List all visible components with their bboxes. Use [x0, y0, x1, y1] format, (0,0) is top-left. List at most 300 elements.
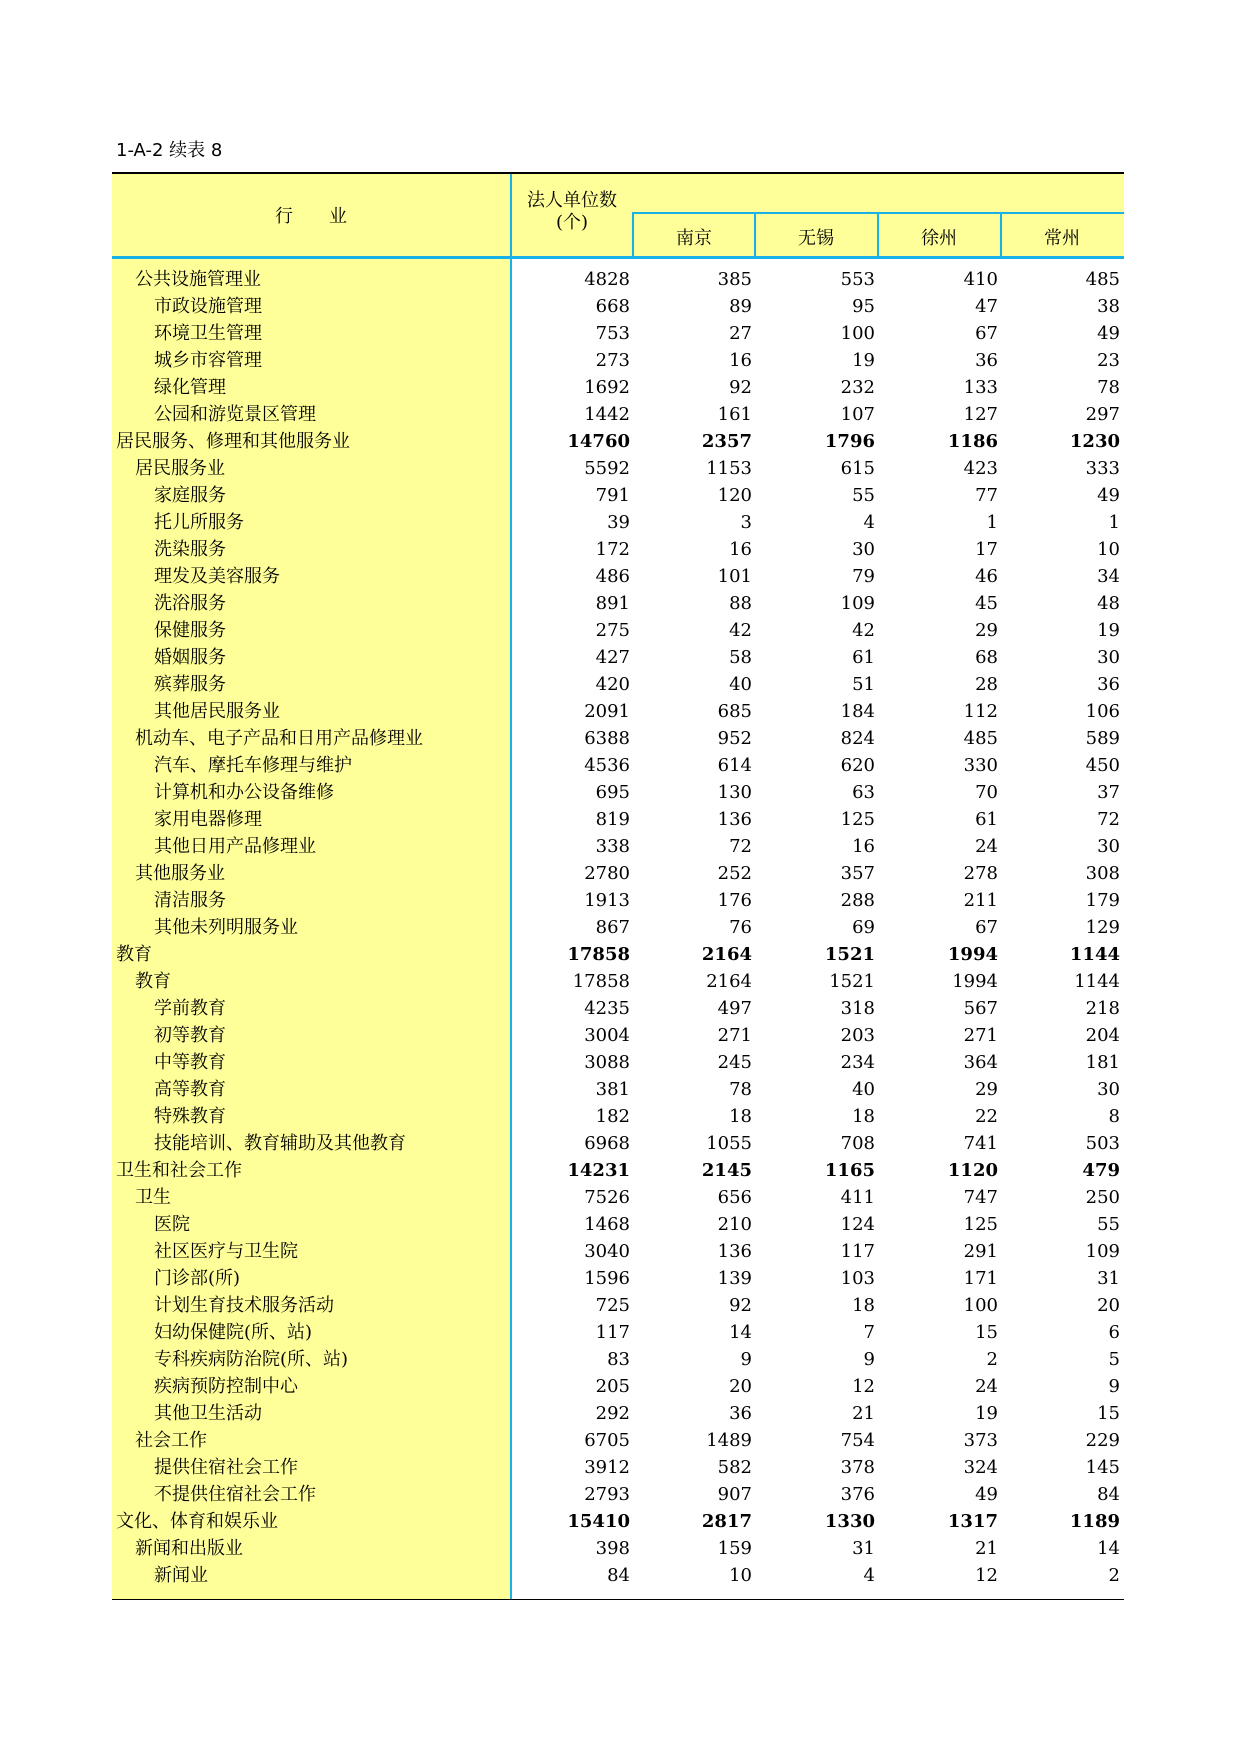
city-count-cell: 1521	[824, 944, 875, 965]
city-count-cell: 308	[1085, 863, 1120, 884]
industry-name: 公共设施管理业	[135, 269, 261, 290]
city-count-cell: 203	[840, 1025, 875, 1046]
city-count-cell: 20	[1097, 1295, 1120, 1316]
total-count-cell: 205	[595, 1376, 630, 1397]
table-row	[112, 455, 1124, 482]
bottom-rule	[112, 1599, 1124, 1600]
city-count-cell: 124	[840, 1214, 875, 1235]
table-body	[112, 266, 1124, 1589]
industry-name: 居民服务业	[135, 458, 225, 479]
city-count-cell: 754	[840, 1430, 875, 1451]
industry-name: 其他卫生活动	[154, 1403, 262, 1424]
city-count-cell: 171	[963, 1268, 998, 1289]
table-row	[112, 536, 1124, 563]
city-count-cell: 42	[729, 620, 752, 641]
industry-name: 洗浴服务	[154, 593, 226, 614]
industry-name: 其他服务业	[135, 863, 225, 884]
industry-name: 环境卫生管理	[154, 323, 262, 344]
industry-name: 新闻和出版业	[135, 1538, 243, 1559]
city-count-cell: 229	[1085, 1430, 1120, 1451]
total-count-cell: 486	[595, 566, 630, 587]
city-count-cell: 1994	[947, 944, 998, 965]
total-count-cell: 427	[595, 647, 630, 668]
total-count-cell: 273	[595, 350, 630, 371]
total-count-cell: 84	[607, 1565, 630, 1586]
total-count-cell: 39	[607, 512, 630, 533]
city-count-cell: 907	[717, 1484, 752, 1505]
table-row	[112, 1400, 1124, 1427]
city-count-cell: 107	[840, 404, 875, 425]
city-count-cell: 741	[963, 1133, 998, 1154]
industry-name: 门诊部(所)	[154, 1268, 241, 1289]
industry-name: 殡葬服务	[154, 674, 226, 695]
city-count-cell: 6	[1108, 1322, 1120, 1343]
table-row	[112, 293, 1124, 320]
table-row	[112, 482, 1124, 509]
city-count-cell: 333	[1085, 458, 1120, 479]
city-count-cell: 22	[975, 1106, 998, 1127]
city-count-cell: 10	[1097, 539, 1120, 560]
city-count-cell: 19	[975, 1403, 998, 1424]
total-count-cell: 791	[595, 485, 630, 506]
city-count-cell: 2	[1108, 1565, 1120, 1586]
city-count-cell: 100	[963, 1295, 998, 1316]
city-count-cell: 27	[729, 323, 752, 344]
city-count-cell: 423	[963, 458, 998, 479]
table-row	[112, 1130, 1124, 1157]
city-count-cell: 4	[863, 512, 875, 533]
table-row	[112, 860, 1124, 887]
total-count-cell: 14760	[567, 431, 630, 452]
city-count-cell: 410	[963, 269, 998, 290]
table-row	[112, 1427, 1124, 1454]
city-count-cell: 1330	[824, 1511, 875, 1532]
city-count-cell: 47	[975, 296, 998, 317]
total-count-cell: 17858	[567, 944, 630, 965]
city-count-cell: 100	[840, 323, 875, 344]
city-count-cell: 16	[729, 350, 752, 371]
total-count-cell: 1596	[584, 1268, 630, 1289]
city-count-cell: 1055	[706, 1133, 752, 1154]
city-count-cell: 136	[717, 809, 752, 830]
industry-name: 市政设施管理	[154, 296, 262, 317]
city-count-cell: 1489	[706, 1430, 752, 1451]
industry-name: 文化、体育和娱乐业	[116, 1511, 278, 1532]
total-count-cell: 1468	[584, 1214, 630, 1235]
city-count-cell: 14	[729, 1322, 752, 1343]
city-count-cell: 95	[852, 296, 875, 317]
city-count-cell: 952	[717, 728, 752, 749]
city-count-cell: 40	[729, 674, 752, 695]
city-count-cell: 656	[717, 1187, 752, 1208]
table-row	[112, 995, 1124, 1022]
city-count-cell: 63	[852, 782, 875, 803]
city-count-cell: 21	[852, 1403, 875, 1424]
industry-name: 保健服务	[154, 620, 226, 641]
industry-name: 汽车、摩托车修理与维护	[154, 755, 352, 776]
city-count-cell: 68	[975, 647, 998, 668]
total-count-cell: 5592	[584, 458, 630, 479]
city-count-cell: 1994	[952, 971, 998, 992]
city-count-cell: 9	[863, 1349, 875, 1370]
city-count-cell: 139	[717, 1268, 752, 1289]
total-count-cell: 668	[595, 296, 630, 317]
city-count-cell: 24	[975, 836, 998, 857]
city-count-cell: 61	[852, 647, 875, 668]
city-count-cell: 385	[717, 269, 752, 290]
city-count-cell: 271	[717, 1025, 752, 1046]
city-count-cell: 450	[1085, 755, 1120, 776]
city-count-cell: 232	[840, 377, 875, 398]
city-count-cell: 252	[717, 863, 752, 884]
industry-name: 教育	[135, 971, 171, 992]
total-count-cell: 725	[595, 1295, 630, 1316]
total-count-cell: 7526	[584, 1187, 630, 1208]
table-row	[112, 1346, 1124, 1373]
city-header: 南京	[676, 228, 712, 249]
city-count-cell: 49	[1097, 323, 1120, 344]
city-count-cell: 19	[1097, 620, 1120, 641]
total-count-cell: 3004	[584, 1025, 630, 1046]
city-count-cell: 685	[717, 701, 752, 722]
industry-name: 清洁服务	[154, 890, 226, 911]
city-count-cell: 21	[975, 1538, 998, 1559]
city-count-cell: 378	[840, 1457, 875, 1478]
table-row	[112, 752, 1124, 779]
industry-header: 行 业	[275, 206, 347, 227]
city-count-cell: 109	[840, 593, 875, 614]
table-row	[112, 266, 1124, 293]
city-count-cell: 30	[1097, 647, 1120, 668]
total-count-cell: 3912	[584, 1457, 630, 1478]
city-count-cell: 503	[1085, 1133, 1120, 1154]
total-count-cell: 6388	[584, 728, 630, 749]
city-count-cell: 30	[1097, 1079, 1120, 1100]
city-count-cell: 18	[852, 1295, 875, 1316]
city-count-cell: 109	[1085, 1241, 1120, 1262]
city-count-cell: 10	[729, 1565, 752, 1586]
city-count-cell: 376	[840, 1484, 875, 1505]
industry-name: 理发及美容服务	[154, 566, 280, 587]
table-row	[112, 1211, 1124, 1238]
city-count-cell: 620	[840, 755, 875, 776]
table-row	[112, 1076, 1124, 1103]
city-count-cell: 324	[963, 1457, 998, 1478]
city-count-cell: 125	[963, 1214, 998, 1235]
industry-name: 洗染服务	[154, 539, 226, 560]
city-count-cell: 297	[1085, 404, 1120, 425]
city-count-cell: 1	[1108, 512, 1120, 533]
city-count-cell: 125	[840, 809, 875, 830]
city-count-cell: 1	[986, 512, 998, 533]
industry-name: 计划生育技术服务活动	[154, 1295, 334, 1316]
total-count-cell: 3040	[584, 1241, 630, 1262]
table-row	[112, 1508, 1124, 1535]
total-count-cell: 4235	[584, 998, 630, 1019]
city-count-cell: 218	[1085, 998, 1120, 1019]
city-count-cell: 78	[729, 1079, 752, 1100]
city-count-cell: 28	[975, 674, 998, 695]
table-row	[112, 968, 1124, 995]
city-count-cell: 159	[717, 1538, 752, 1559]
industry-name: 婚姻服务	[154, 647, 226, 668]
total-count-cell: 398	[595, 1538, 630, 1559]
industry-name: 家庭服务	[154, 485, 226, 506]
total-count-cell: 819	[595, 809, 630, 830]
city-count-cell: 4	[863, 1565, 875, 1586]
total-count-cell: 753	[595, 323, 630, 344]
city-count-cell: 67	[975, 323, 998, 344]
table-row	[112, 1049, 1124, 1076]
city-count-cell: 1144	[1074, 971, 1120, 992]
count-header-unit: (个)	[555, 212, 589, 233]
industry-name: 教育	[116, 944, 152, 965]
industry-name: 初等教育	[154, 1025, 226, 1046]
city-count-cell: 364	[963, 1052, 998, 1073]
city-count-cell: 373	[963, 1430, 998, 1451]
table-row	[112, 590, 1124, 617]
table-row	[112, 320, 1124, 347]
city-count-cell: 479	[1082, 1160, 1120, 1181]
industry-name: 城乡市容管理	[154, 350, 262, 371]
industry-name: 专科疾病防治院(所、站)	[154, 1349, 349, 1370]
city-count-cell: 51	[852, 674, 875, 695]
industry-name: 疾病预防控制中心	[154, 1376, 298, 1397]
city-count-cell: 181	[1085, 1052, 1120, 1073]
industry-name: 托儿所服务	[154, 512, 244, 533]
city-count-cell: 69	[852, 917, 875, 938]
table-row	[112, 1562, 1124, 1589]
city-count-cell: 49	[1097, 485, 1120, 506]
city-count-cell: 589	[1085, 728, 1120, 749]
city-count-cell: 92	[729, 1295, 752, 1316]
city-count-cell: 1165	[824, 1160, 875, 1181]
table-row	[112, 833, 1124, 860]
city-count-cell: 2145	[701, 1160, 752, 1181]
city-count-cell: 133	[963, 377, 998, 398]
city-count-cell: 48	[1097, 593, 1120, 614]
city-count-cell: 553	[840, 269, 875, 290]
statistics-table	[112, 172, 1124, 1601]
city-count-cell: 40	[852, 1079, 875, 1100]
city-count-cell: 318	[840, 998, 875, 1019]
top-rule	[112, 172, 1124, 174]
city-count-cell: 1230	[1069, 431, 1120, 452]
city-count-cell: 12	[852, 1376, 875, 1397]
city-count-cell: 36	[1097, 674, 1120, 695]
table-row	[112, 428, 1124, 455]
city-count-cell: 30	[1097, 836, 1120, 857]
table-row	[112, 1103, 1124, 1130]
city-count-cell: 9	[1108, 1376, 1120, 1397]
table-row	[112, 887, 1124, 914]
city-count-cell: 130	[717, 782, 752, 803]
city-count-cell: 77	[975, 485, 998, 506]
total-count-cell: 17858	[572, 971, 630, 992]
city-count-cell: 1186	[947, 431, 998, 452]
city-count-cell: 1120	[947, 1160, 998, 1181]
city-count-cell: 5	[1108, 1349, 1120, 1370]
city-count-cell: 49	[975, 1484, 998, 1505]
city-count-cell: 112	[963, 701, 998, 722]
table-row	[112, 725, 1124, 752]
industry-name: 其他居民服务业	[154, 701, 280, 722]
city-count-cell: 18	[852, 1106, 875, 1127]
table-row	[112, 617, 1124, 644]
total-count-cell: 2091	[584, 701, 630, 722]
city-count-cell: 67	[975, 917, 998, 938]
industry-name: 技能培训、教育辅助及其他教育	[154, 1133, 406, 1154]
city-count-cell: 120	[717, 485, 752, 506]
city-count-cell: 106	[1085, 701, 1120, 722]
city-count-cell: 250	[1085, 1187, 1120, 1208]
city-count-cell: 72	[729, 836, 752, 857]
total-count-cell: 15410	[567, 1511, 630, 1532]
industry-name: 医院	[154, 1214, 190, 1235]
industry-name: 中等教育	[154, 1052, 226, 1073]
table-row	[112, 1292, 1124, 1319]
city-count-cell: 70	[975, 782, 998, 803]
city-count-cell: 357	[840, 863, 875, 884]
total-count-cell: 2793	[584, 1484, 630, 1505]
city-count-cell: 76	[729, 917, 752, 938]
city-count-cell: 708	[840, 1133, 875, 1154]
total-count-cell: 381	[595, 1079, 630, 1100]
city-count-cell: 16	[729, 539, 752, 560]
city-count-cell: 271	[963, 1025, 998, 1046]
city-count-cell: 176	[717, 890, 752, 911]
table-row	[112, 1481, 1124, 1508]
city-count-cell: 1153	[706, 458, 752, 479]
total-count-cell: 695	[595, 782, 630, 803]
city-count-cell: 234	[840, 1052, 875, 1073]
city-count-cell: 46	[975, 566, 998, 587]
city-count-cell: 19	[852, 350, 875, 371]
table-row	[112, 1535, 1124, 1562]
table-row	[112, 347, 1124, 374]
total-count-cell: 6705	[584, 1430, 630, 1451]
city-count-cell: 24	[975, 1376, 998, 1397]
industry-name: 特殊教育	[154, 1106, 226, 1127]
total-count-cell: 275	[595, 620, 630, 641]
city-count-cell: 7	[863, 1322, 875, 1343]
city-count-cell: 179	[1085, 890, 1120, 911]
city-count-cell: 9	[740, 1349, 752, 1370]
city-count-cell: 42	[852, 620, 875, 641]
city-count-cell: 411	[840, 1187, 875, 1208]
city-count-cell: 161	[717, 404, 752, 425]
city-header: 徐州	[921, 228, 957, 249]
industry-name: 其他日用产品修理业	[154, 836, 316, 857]
city-count-cell: 30	[852, 539, 875, 560]
city-count-cell: 34	[1097, 566, 1120, 587]
city-count-cell: 36	[975, 350, 998, 371]
city-count-cell: 29	[975, 1079, 998, 1100]
table-row	[112, 779, 1124, 806]
total-count-cell: 83	[607, 1349, 630, 1370]
total-count-cell: 338	[595, 836, 630, 857]
city-count-cell: 1521	[829, 971, 875, 992]
city-header: 常州	[1044, 228, 1080, 249]
total-count-cell: 867	[595, 917, 630, 938]
city-count-cell: 12	[975, 1565, 998, 1586]
city-count-cell: 72	[1097, 809, 1120, 830]
city-count-cell: 38	[1097, 296, 1120, 317]
industry-name: 新闻业	[154, 1565, 208, 1586]
total-count-cell: 14231	[567, 1160, 630, 1181]
city-count-cell: 15	[975, 1322, 998, 1343]
city-count-cell: 29	[975, 620, 998, 641]
city-count-cell: 18	[729, 1106, 752, 1127]
total-count-cell: 1692	[584, 377, 630, 398]
city-count-cell: 211	[963, 890, 998, 911]
industry-name: 机动车、电子产品和日用产品修理业	[135, 728, 423, 749]
city-count-cell: 17	[975, 539, 998, 560]
total-count-cell: 6968	[584, 1133, 630, 1154]
city-count-cell: 36	[729, 1403, 752, 1424]
table-row	[112, 941, 1124, 968]
city-count-cell: 15	[1097, 1403, 1120, 1424]
city-count-cell: 55	[852, 485, 875, 506]
city-count-cell: 20	[729, 1376, 752, 1397]
city-count-cell: 103	[840, 1268, 875, 1289]
total-count-cell: 420	[595, 674, 630, 695]
table-row	[112, 914, 1124, 941]
total-count-cell: 1442	[584, 404, 630, 425]
city-count-cell: 184	[840, 701, 875, 722]
city-count-cell: 61	[975, 809, 998, 830]
city-count-cell: 14	[1097, 1538, 1120, 1559]
header-separator	[112, 256, 1124, 259]
city-count-cell: 1189	[1069, 1511, 1120, 1532]
table-row	[112, 1184, 1124, 1211]
city-count-cell: 485	[1085, 269, 1120, 290]
city-count-cell: 45	[975, 593, 998, 614]
city-header: 无锡	[798, 228, 834, 249]
city-count-cell: 127	[963, 404, 998, 425]
city-count-cell: 824	[840, 728, 875, 749]
city-count-cell: 614	[717, 755, 752, 776]
industry-name: 家用电器修理	[154, 809, 262, 830]
count-header	[512, 190, 632, 234]
city-count-cell: 145	[1085, 1457, 1120, 1478]
table-row	[112, 509, 1124, 536]
city-count-cell: 615	[840, 458, 875, 479]
table-row	[112, 1157, 1124, 1184]
table-row	[112, 644, 1124, 671]
city-count-cell: 117	[840, 1241, 875, 1262]
table-row	[112, 806, 1124, 833]
total-count-cell: 891	[595, 593, 630, 614]
city-count-cell: 89	[729, 296, 752, 317]
table-row	[112, 1022, 1124, 1049]
industry-name: 提供住宿社会工作	[154, 1457, 298, 1478]
city-count-cell: 485	[963, 728, 998, 749]
total-count-cell: 292	[595, 1403, 630, 1424]
city-count-cell: 245	[717, 1052, 752, 1073]
table-row	[112, 698, 1124, 725]
city-count-cell: 2	[986, 1349, 998, 1370]
table-row	[112, 1238, 1124, 1265]
total-count-cell: 182	[595, 1106, 630, 1127]
city-count-cell: 23	[1097, 350, 1120, 371]
city-count-cell: 291	[963, 1241, 998, 1262]
industry-name: 学前教育	[154, 998, 226, 1019]
city-count-cell: 79	[852, 566, 875, 587]
city-count-cell: 31	[1097, 1268, 1120, 1289]
industry-name: 高等教育	[154, 1079, 226, 1100]
city-count-cell: 37	[1097, 782, 1120, 803]
